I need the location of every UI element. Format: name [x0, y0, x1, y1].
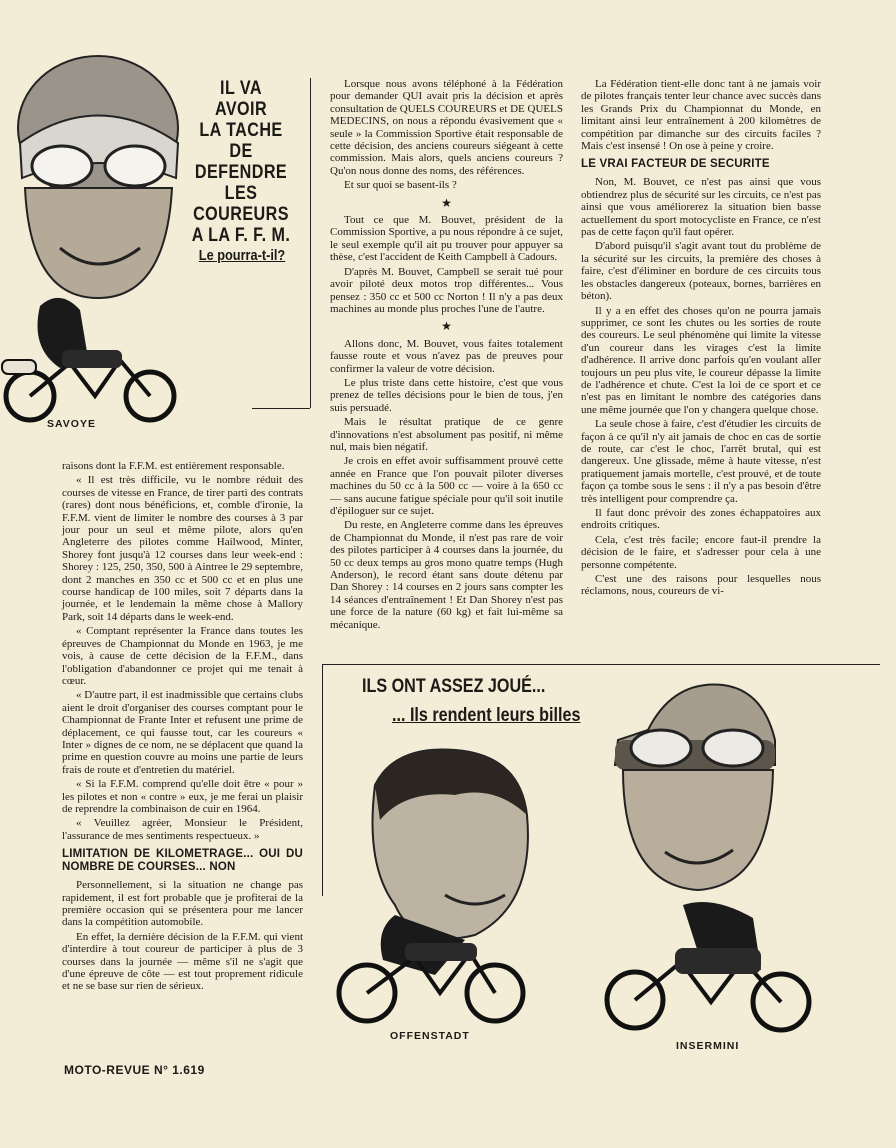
caption-savoye: SAVOYE — [47, 418, 96, 430]
headline-line: DE DEFENDRE — [194, 141, 288, 183]
section-heading: LIMITATION DE KILOMETRAGE... OUI DU NOMBRE DE COURSES... NON — [62, 848, 303, 874]
paragraph: Il y a en effet des choses qu'on ne pourra jamais supprimer, ce sont les chutes ou les sorties de route des coureurs. Le seul phénomène qui limite la vitesse d'un coureur dans les virages c'est la limite d'adhérence. Il arrive donc parfois qu'en voulant aller toujours un peu plus vite, le coureur dépasse la limite de l'adhérence et chute. C'est la loi de ce sport et ce n'est pas en limitant le nombre des catégories dans une même journée que l'on y changera quelque chose. — [581, 304, 821, 416]
paragraph: « Il est très difficile, vu le nombre réduit des courses de vitesse en France, de tirer parti des contrats (rares) dont nous bénéficions, et, comble d'ironie, la F.F.M. vient de limiter le nombre des courses à 3 par jour pour un seul et même pilote, alors qu'en Angleterre des pilotes comme Hailwood, Minter, Shorey font jusqu'à 12 courses dans leur week-end : Shorey : 125, 250, 350, 500 à Aintree le 29 septembre, dont 2 manches en 350 cc et 500 cc et en plus une course handicap de 100 miles, soit 7 départs dans la journée, et le lendemain la même chose à Mallory Park, soit 14 départs dans le week-end. — [62, 474, 303, 623]
box-border — [322, 664, 323, 896]
paragraph: En effet, la dernière décision de la F.F.M. qui vient d'interdire à tout coureur de participer à plus de 3 courses dans la journée — même s'il ne s'agit que d'une épreuve de côte — est tout proprement ridicule et ne se base sur rien de sérieux. — [62, 930, 303, 993]
paragraph: « Si la F.F.M. comprend qu'elle doit être « pour » les pilotes et non « contre » eux, je me ferai un plaisir de reprendre la combinaison de cuir en 1964. — [62, 778, 303, 815]
offenstadt-caricature-illustration — [335, 745, 557, 1030]
savoye-caricature-illustration — [0, 48, 190, 423]
paragraph: D'après M. Bouvet, Campbell se serait tué pour avoir piloté deux motos trop différentes... Vous pensez : 350 cc et 500 cc Norton ! Il n'y a pas deux machines au monde plus proches l'une de l'autre. — [330, 265, 563, 315]
headline — [189, 78, 293, 246]
paragraph: Cela, c'est très facile; encore faut-il prendre la décision de le faire, et s'adresser pour cela à une personne compétente. — [581, 533, 821, 571]
headline-question: Le pourra-t-il? — [198, 247, 286, 264]
paragraph: « Veuillez agréer, Monsieur le Président, l'assurance de mes sentiments respectueux. » — [62, 817, 303, 842]
page-footer: MOTO-REVUE N° 1.619 — [64, 1063, 205, 1077]
column-2 — [330, 78, 563, 633]
headline-line: LES — [224, 183, 258, 204]
paragraph: La Fédération tient-elle donc tant à ne jamais voir de pilotes français tenter leur chance avec succès dans les Grands Prix du Championnat du Monde, en limitant ainsi leur entraînement à 200 kilomètres de compétition par dimanche sur des circuits faciles ? Mais c'est insensé ! On ose à peine y croire. — [581, 78, 821, 153]
paragraph: Tout ce que M. Bouvet, président de la Commission Sportive, a pu nous répondre à ce sujet, le seul exemple qu'il ait pu trouver pour appuyer sa thèse, c'est l'accident de Keith Campbell à Cadours. — [330, 214, 563, 264]
paragraph: La seule chose à faire, c'est d'étudier les circuits de façon à ce qu'il n'y ait jamais de choc en cas de sortie de route, car c'est le choc, l'arrêt brutal, qui est dangereux. Une glissade, même à haute vitesse, n'est pratiquement jamais mortelle, c'est prouvé, et de toute façon ça tombe sous le sens : il n'y a pas besoin d'être très intelligent pour comprendre ça. — [581, 418, 821, 505]
section-heading: LE VRAI FACTEUR DE SECURITE — [581, 158, 770, 171]
headline-line: AVOIR — [214, 99, 268, 120]
paragraph: Non, M. Bouvet, ce n'est pas ainsi que vous obtiendrez plus de sécurité sur les circuits, ce n'est pas ainsi que vous améliorerez la situation bien basse actuellement du sport motocycliste en France, ce n'est pas de cette façon qu'il faut opérer. — [581, 176, 821, 239]
paragraph: « D'autre part, il est inadmissible que certains clubs aient le droit d'organiser des courses comptant pour le Championnat de Frante Inter et refusent une prime de déplacement, ce qui fausse tout, car les coureurs « Inter » dignes de ce nom, ne se déplacent que quand la prime en question couvre au moins une partie de leurs frais de route et d'entretien du matériel. — [62, 689, 303, 776]
paragraph: raisons dont la F.F.M. est entièrement responsable. — [62, 460, 285, 472]
paragraph: « Comptant représenter la France dans toutes les épreuves de Championnat du Monde en 1963, je me vois, à cause de cette décision de la F.F.M., dans l'obligation d'abandonner ce projet qui me tenait à cœur. — [62, 625, 303, 687]
column-rule — [252, 408, 310, 409]
box-subtitle: ... Ils rendent leurs billes — [392, 705, 581, 726]
caption-insermini: INSERMINI — [676, 1040, 740, 1052]
paragraph: Du reste, en Angleterre comme dans les épreuves de Championnat du Monde, il n'est pas rare de voir des pilotes participer à 4 courses dans la journée, du 50 cc deux temps au gros mono quatre temps (Hugh Anderson), le record étant sans doute détenu par Dan Shorey : 14 courses en 2 jours sans compter les 14 séances d'entraînement ! Et Dan Shorey n'est pas une force de la nature (60 kg) et fait lui-même sa mécanique. — [330, 519, 563, 631]
headline-line: A LA F. F. M. — [191, 225, 291, 246]
column-3 — [581, 78, 821, 600]
separator-star: ★ — [441, 319, 452, 334]
headline-line: IL VA — [220, 78, 262, 99]
paragraph: Le plus triste dans cette histoire, c'est que vous prenez de telles décisions pour le bien de tous, j'en suis persuadé. — [330, 376, 563, 414]
caption-offenstadt: OFFENSTADT — [390, 1030, 470, 1042]
headline-line: LA TACHE — [199, 120, 283, 141]
separator-star: ★ — [441, 195, 452, 210]
paragraph: Et sur quoi se basent-ils ? — [344, 179, 457, 192]
box-title: ILS ONT ASSEZ JOUÉ... — [362, 676, 546, 697]
paragraph: Lorsque nous avons téléphoné à la Fédération pour demander QUI avait pris la décision et après consultation de QUELS COUREURS et DE QUELS MEDECINS, on nous a répondu évasivement que « seule » la Commission Sportive était responsable de cette décision, des anciens coureurs siégeant à cette commission. Mais alors, quels anciens coureurs ? Qu'on nous donne des noms, des références. — [330, 78, 563, 177]
column-1 — [62, 460, 303, 995]
paragraph: Mais le résultat pratique de ce genre d'innovations n'est absolument pas positif, ni même nul, mais bien négatif. — [330, 416, 563, 453]
insermini-caricature-illustration — [603, 680, 813, 1038]
paragraph: Allons donc, M. Bouvet, vous faites totalement fausse route et vous n'avez pas de preuves pour confirmer la valeur de votre décision. — [330, 337, 563, 375]
headline-line: COUREURS — [193, 204, 289, 225]
paragraph: D'abord puisqu'il s'agit avant tout du problème de la sécurité sur les circuits, la première des choses à faire, c'est d'éliminer en bordure de ces circuits tous les obstacles dangereux (poteaux, bornes, barrières en béton). — [581, 240, 821, 303]
paragraph: Personnellement, si la situation ne change pas rapidement, il est fort probable que je profiterai de la première occasion qui se présentera pour me lancer dans la compétition automobile. — [62, 879, 303, 929]
box-border — [322, 664, 880, 665]
column-rule — [310, 78, 311, 408]
paragraph: Je crois en effet avoir suffisamment prouvé cette année en France que l'on pouvait piloter diverses machines du 50 cc à la 500 cc — voire à la 650 cc — sans aucune fatigue spéciale pour qu'il soit inutile d'épiloguer sur ce sujet. — [330, 455, 563, 517]
paragraph: Il faut donc prévoir des zones échappatoires aux endroits critiques. — [581, 507, 821, 532]
paragraph: C'est une des raisons pour lesquelles nous réclamons, nous, coureurs de vi- — [581, 573, 821, 598]
